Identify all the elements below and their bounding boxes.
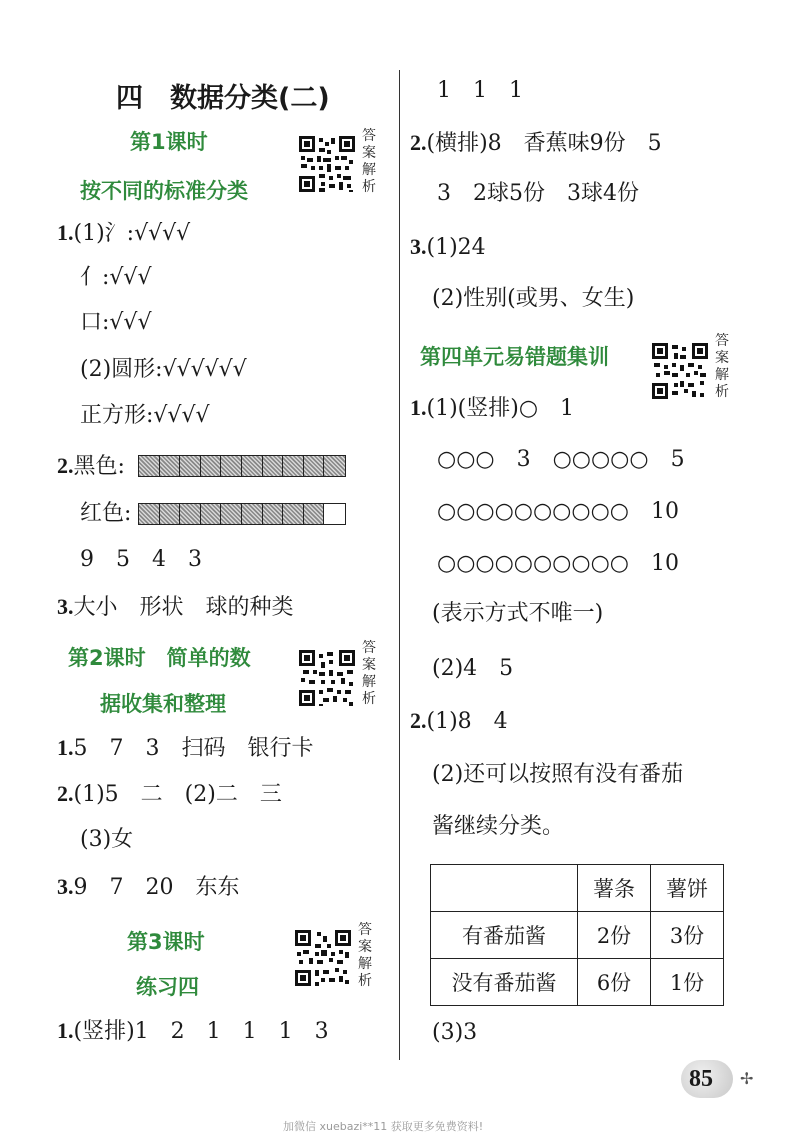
q1-part1-line3: 口:√√√ <box>80 310 152 335</box>
r-q2-answer-cont: 3 2球5份 3球4份 <box>437 181 639 206</box>
chapter-title: 四 数据分类(二) <box>116 83 330 114</box>
table-cell: 3份 <box>651 912 724 959</box>
table-row <box>431 912 724 959</box>
l2-q2-answer-cont: (3)女 <box>80 827 134 852</box>
filled-cell <box>221 504 242 524</box>
q1-part1-line2: 亻:√√√ <box>80 265 152 290</box>
filled-cell <box>263 504 284 524</box>
table-header-cell: 薯饼 <box>651 865 724 912</box>
l2-q3-number: 3. <box>57 874 74 899</box>
q3-number: 3. <box>57 594 74 619</box>
qr-code-icon[interactable] <box>297 134 357 194</box>
q1-number: 1. <box>57 220 74 245</box>
q2-black-label: 黑色: <box>73 454 125 479</box>
lesson1-heading: 第1课时 <box>130 130 208 154</box>
qr-code-icon[interactable] <box>293 928 353 988</box>
u-q2-part2-line1: (2)还可以按照有没有番茄 <box>432 762 684 787</box>
u-q1-row2: ○○○ 3 ○○○○○ 5 <box>437 447 685 472</box>
q1-part2-line2: 正方形:√√√√ <box>80 403 210 428</box>
filled-cell <box>180 456 201 476</box>
lesson1-subheading: 按不同的标准分类 <box>80 179 248 203</box>
u-q1-note: (表示方式不唯一) <box>432 601 604 626</box>
filled-cell <box>221 456 242 476</box>
page-number: 85 <box>689 1066 713 1092</box>
qr-code-icon[interactable] <box>650 341 710 401</box>
filled-cell <box>304 456 325 476</box>
table-header-cell: 薯条 <box>578 865 651 912</box>
lesson2-heading: 第2课时 简单的数 <box>68 646 251 670</box>
u-q1-row3: ○○○○○○○○○○ 10 <box>437 499 679 524</box>
lesson3-heading: 第3课时 <box>127 930 205 954</box>
r-q3-number: 3. <box>410 234 427 259</box>
r-q2-number: 2. <box>410 130 427 155</box>
u-q2-part2-line2: 酱继续分类。 <box>432 814 565 839</box>
column-divider <box>399 70 400 1060</box>
u-q2-number: 2. <box>410 708 427 733</box>
r-q3-answer-cont: (2)性别(或男、女生) <box>432 286 635 311</box>
qr-label: 答案解析 <box>358 922 372 989</box>
r-continuation-line: 1 1 1 <box>437 78 523 103</box>
table-cell: 1份 <box>651 959 724 1006</box>
empty-cell <box>324 504 345 524</box>
filled-cell <box>304 504 325 524</box>
l2-q2-answer: (1)5 二 (2)二 三 <box>73 782 282 807</box>
filled-cell <box>283 504 304 524</box>
filled-cell <box>263 456 284 476</box>
filled-cell <box>139 456 160 476</box>
u-q2-part1: (1)8 4 <box>426 709 508 734</box>
table-header-cell <box>431 865 578 912</box>
qr-label: 答案解析 <box>715 333 729 400</box>
black-tally-bar <box>138 455 346 477</box>
unit-review-heading: 第四单元易错题集训 <box>420 345 609 369</box>
q2-numbers: 9 5 4 3 <box>80 547 202 572</box>
qr-code-icon[interactable] <box>297 648 357 708</box>
table-header-row <box>431 865 724 912</box>
classification-table <box>430 864 724 1006</box>
filled-cell <box>242 456 263 476</box>
r-q3-answer: (1)24 <box>426 235 486 260</box>
qr-label: 答案解析 <box>362 128 376 195</box>
table-cell: 2份 <box>578 912 651 959</box>
table-row <box>431 959 724 1006</box>
filled-cell <box>201 456 222 476</box>
lesson3-subheading: 练习四 <box>136 975 199 999</box>
star-icon: ✢ <box>740 1069 754 1088</box>
l3-q1-number: 1. <box>57 1018 74 1043</box>
q2-red-label: 红色: <box>80 501 132 526</box>
red-tally-bar <box>138 503 346 525</box>
footer-watermark: 加微信 xuebazi**11 获取更多免费资料! <box>283 1120 484 1133</box>
u-q2-part3: (3)3 <box>432 1020 478 1045</box>
u-q1-row4: ○○○○○○○○○○ 10 <box>437 551 679 576</box>
table-cell: 有番茄酱 <box>431 912 578 959</box>
l2-q1-answer: 5 7 3 扫码 银行卡 <box>73 736 314 761</box>
l2-q2-number: 2. <box>57 781 74 806</box>
qr-label: 答案解析 <box>362 640 376 707</box>
l3-q1-answer: (竖排)1 2 1 1 1 3 <box>73 1019 329 1044</box>
filled-cell <box>201 504 222 524</box>
filled-cell <box>160 504 181 524</box>
table-cell: 没有番茄酱 <box>431 959 578 1006</box>
table-cell: 6份 <box>578 959 651 1006</box>
l2-q3-answer: 9 7 20 东东 <box>73 875 240 900</box>
q2-number: 2. <box>57 453 74 478</box>
r-q2-answer: (横排)8 香蕉味9份 5 <box>426 131 662 156</box>
filled-cell <box>324 456 345 476</box>
filled-cell <box>160 456 181 476</box>
q1-part1-line1: (1)氵:√√√√ <box>73 221 191 246</box>
filled-cell <box>242 504 263 524</box>
u-q1-number: 1. <box>410 395 427 420</box>
filled-cell <box>283 456 304 476</box>
l2-q1-number: 1. <box>57 735 74 760</box>
u-q1-part2: (2)4 5 <box>432 656 514 681</box>
u-q1-line1: (1)(竖排)○ 1 <box>426 396 575 421</box>
filled-cell <box>139 504 160 524</box>
lesson2-heading-cont: 据收集和整理 <box>100 692 226 716</box>
q1-part2-line1: (2)圆形:√√√√√√ <box>80 357 247 382</box>
q3-answer: 大小 形状 球的种类 <box>73 595 294 620</box>
filled-cell <box>180 504 201 524</box>
